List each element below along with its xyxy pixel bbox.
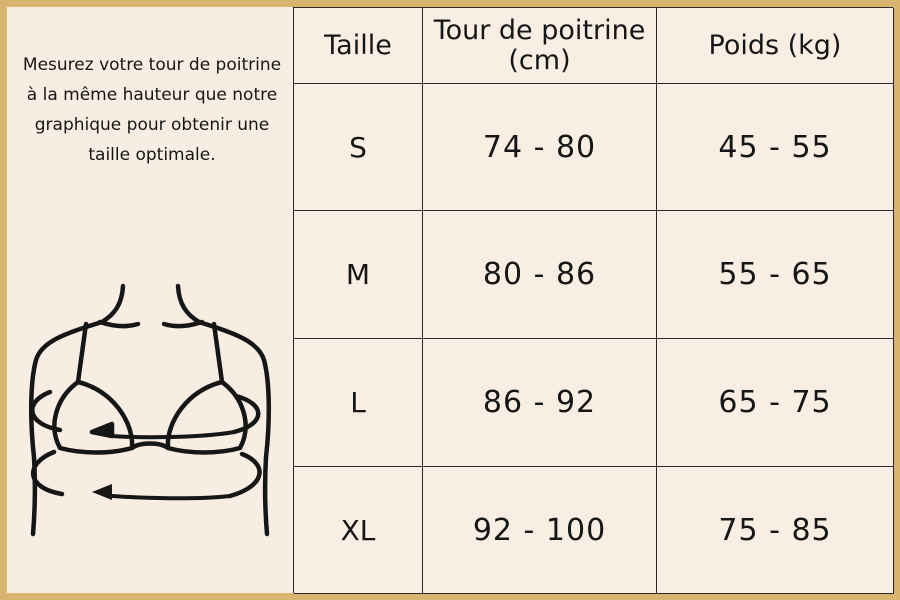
table-row-size: L [294,339,423,467]
table-row-chest: 92 - 100 [423,467,657,594]
table-row-weight: 45 - 55 [657,84,894,211]
table-row-size: XL [294,467,423,594]
header-weight: Poids (kg) [657,8,894,84]
table-row-chest: 80 - 86 [423,211,657,339]
table-row-weight: 55 - 65 [657,211,894,339]
measurement-instruction: Mesurez votre tour de poitrine à la même hauteur que notre graphique pour obtenir une taille optimale. [22,55,282,165]
table-row-weight: 75 - 85 [657,467,894,594]
size-table [293,7,893,593]
table-row-chest: 74 - 80 [423,84,657,211]
header-size: Taille [294,8,423,84]
bust-measurement-icon [20,272,280,544]
table-row-size: S [294,84,423,211]
header-chest: Tour de poitrine (cm) [423,8,657,84]
table-row-chest: 86 - 92 [423,339,657,467]
table-row-weight: 65 - 75 [657,339,894,467]
table-row-size: M [294,211,423,339]
